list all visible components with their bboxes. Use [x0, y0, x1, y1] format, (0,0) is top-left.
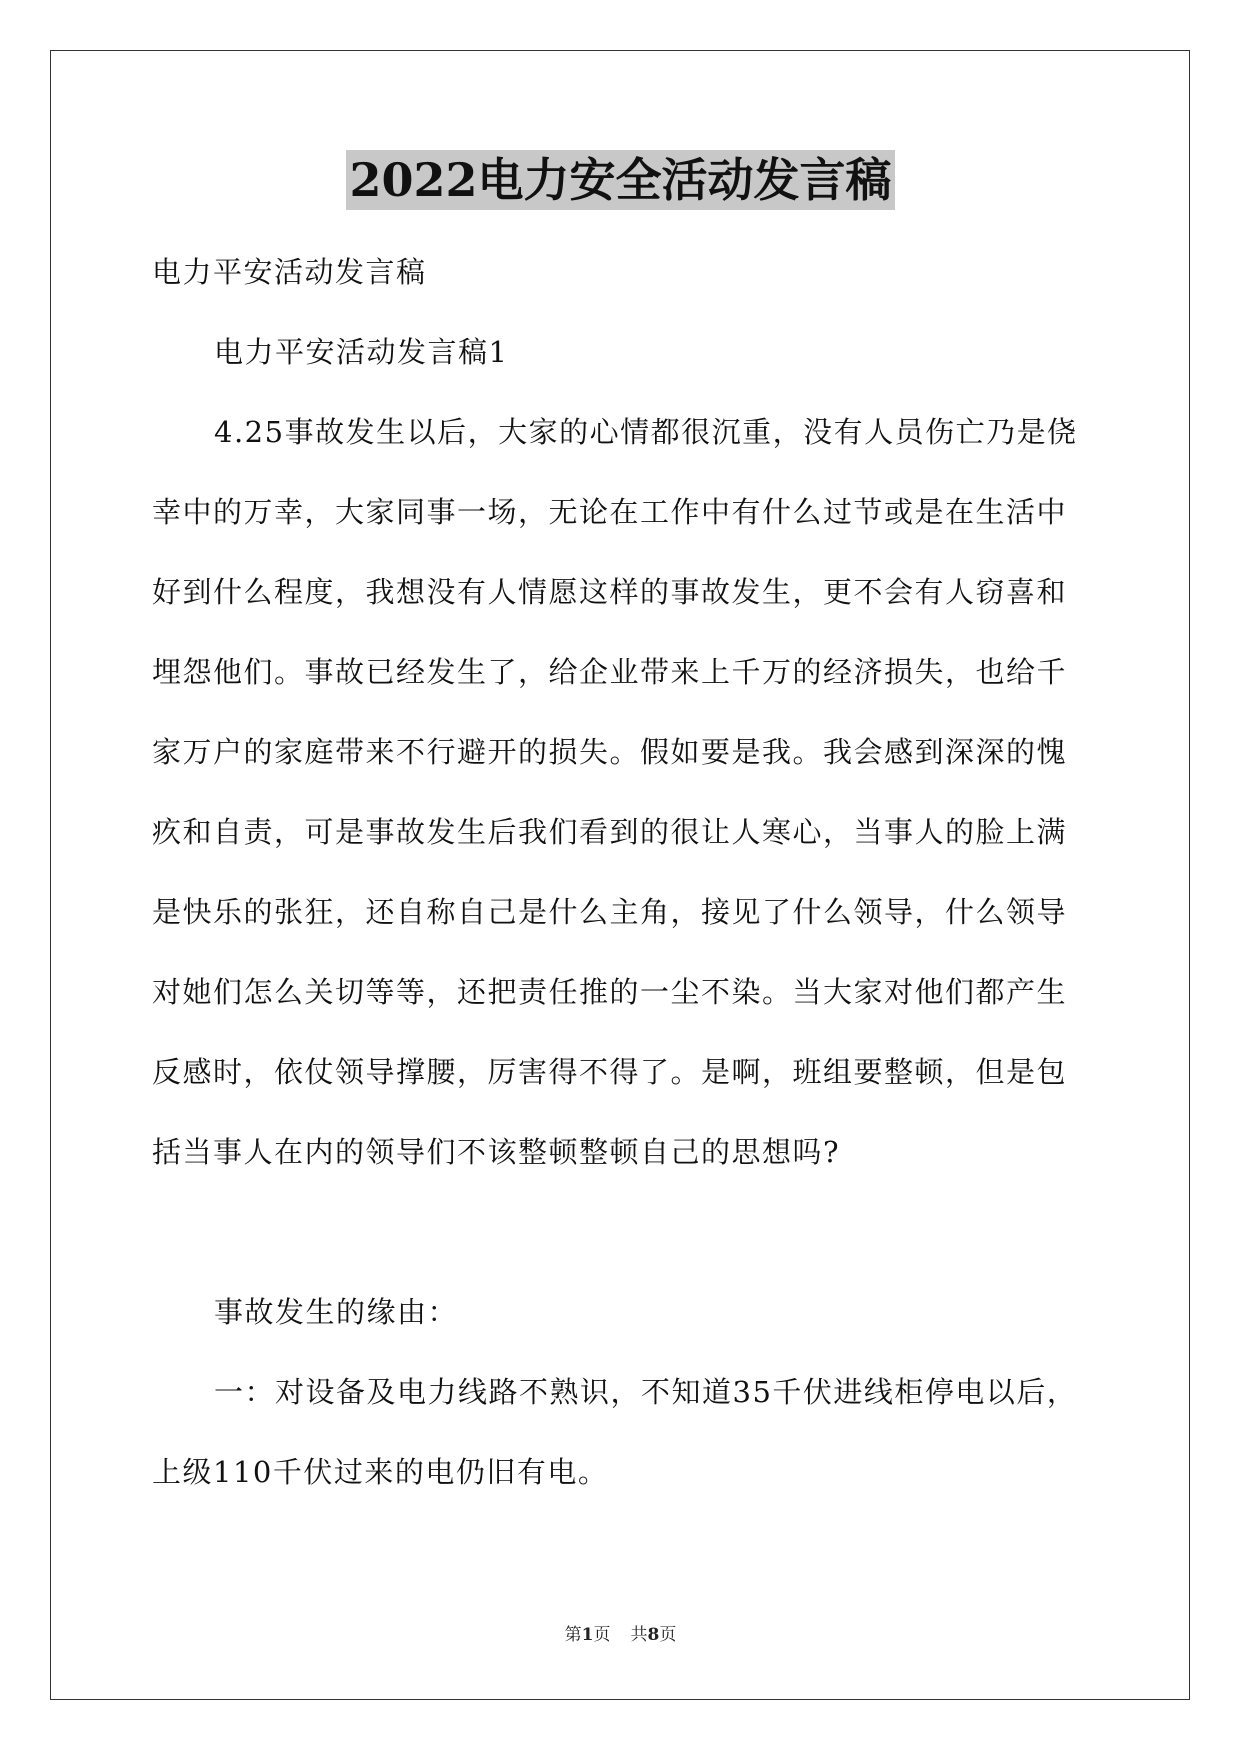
page-prefix: 第: [564, 1625, 582, 1645]
page-suffix: 页: [593, 1625, 611, 1645]
paragraph-line: 疚和自责，可是事故发生后我们看到的很让人寒心，当事人的脸上满: [152, 815, 1068, 849]
total-page-number: 8: [647, 1625, 660, 1645]
cause-line: 一：对设备及电力线路不熟识，不知道35千伏进线柜停电以后，: [214, 1375, 1078, 1409]
paragraph-line: 4.25事故发生以后，大家的心情都很沉重，没有人员伤亡乃是侥: [214, 415, 1078, 449]
paragraph-line: 是快乐的张狂，还自称自己是什么主角，接见了什么领导，什么领导: [152, 895, 1068, 929]
document-title: 2022电力安全活动发言稿: [346, 150, 894, 210]
paragraph-line: 括当事人在内的领导们不该整顿整顿自己的思想吗?: [152, 1135, 841, 1169]
current-page-number: 1: [581, 1625, 594, 1645]
title-container: [0, 150, 1241, 210]
page-footer: [0, 1620, 1241, 1645]
paragraph-line: 好到什么程度，我想没有人情愿这样的事故发生，更不会有人窃喜和: [152, 575, 1068, 609]
total-suffix: 页: [659, 1625, 677, 1645]
paragraph-line: 反感时，依仗领导撑腰，厉害得不得了。是啊，班组要整顿，但是包: [152, 1055, 1068, 1089]
paragraph-line: 幸中的万幸，大家同事一场，无论在工作中有什么过节或是在生活中: [152, 495, 1068, 529]
section-heading: 电力平安活动发言稿1: [214, 335, 509, 369]
total-prefix: 共: [630, 1625, 648, 1645]
paragraph-line: 对她们怎么关切等等，还把责任推的一尘不染。当大家对他们都产生: [152, 975, 1068, 1009]
paragraph-line: 埋怨他们。事故已经发生了，给企业带来上千万的经济损失，也给千: [152, 655, 1068, 689]
paragraph-line: 家万户的家庭带来不行避开的损失。假如要是我。我会感到深深的愧: [152, 735, 1068, 769]
cause-line: 上级110千伏过来的电仍旧有电。: [152, 1455, 609, 1489]
document-body: [152, 232, 1092, 1512]
cause-heading: 事故发生的缘由：: [214, 1295, 459, 1329]
document-subtitle: 电力平安活动发言稿: [152, 255, 427, 289]
paragraph-spacer: [152, 1192, 1092, 1272]
